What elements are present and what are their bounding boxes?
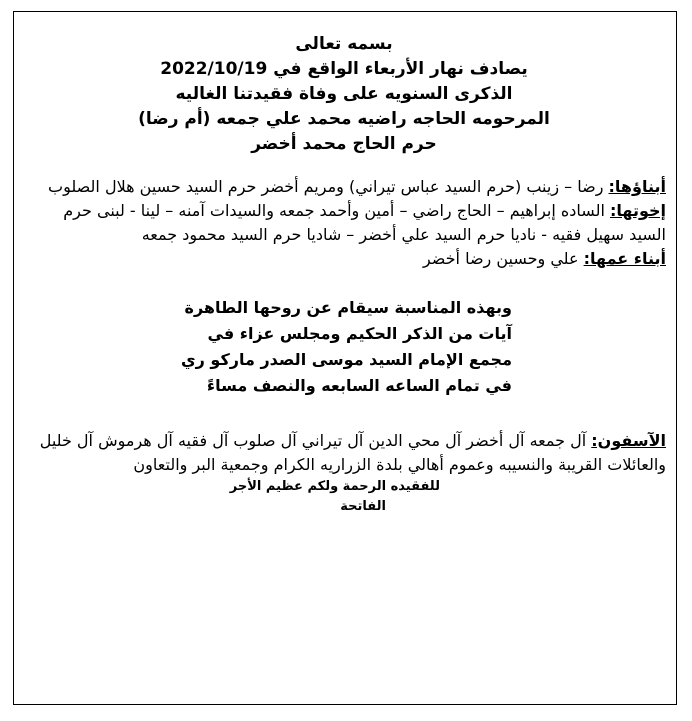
basmala-line: بسمه تعالى [295,34,393,54]
cousins-paragraph [22,247,666,271]
header-block [22,32,666,157]
closing-block [22,477,666,517]
siblings-text: الساده إبراهيم – الحاج راضي – أمين وأحمد جمعه والسيدات آمنه – لينا - لبنى حرم السيد سهيل فقيه - ناديا حرم السيد علي أخضر – شاديا حرم السيد محمود جمعه [63,201,666,244]
announcement-line-3: مجمع الإمام السيد موسى الصدر ماركو ري [180,350,512,369]
children-paragraph [22,175,666,199]
mourners-label: الآسفون: [591,431,666,450]
date-line: يصادف نهار الأربعاء الواقع في 2022/10/19 [160,59,528,79]
deceased-name-line: المرحومه الحاجه راضيه محمد علي جمعه (أم رضا) [138,109,550,129]
spouse-line: حرم الحاج محمد أخضر [251,134,437,154]
obituary-document [22,32,666,517]
mourners-paragraph [22,429,666,477]
closing-line-2: الفاتحة [340,499,386,514]
closing-line-1: للفقيده الرحمة ولكم عظيم الأجر [229,479,440,494]
siblings-paragraph [22,199,666,247]
cousins-label: أبناء عمها: [583,249,666,268]
announcement-line-1: وبهذه المناسبة سيقام عن روحها الطاهرة [184,298,512,317]
announcement-line-2: آيات من الذكر الحكيم ومجلس عزاء في [207,324,512,343]
announcement-block [22,295,666,399]
cousins-text: علي وحسين رضا أخضر [422,249,584,268]
mourners-text: آل جمعه آل أخضر آل محي الدين آل تيراني آل صلوب آل فقيه آل هرموش آل خليل والعائلات القريبة والنسيبه وعموم أهالي بلدة الزراريه الكرام وجمعية البر والتعاون [39,431,666,474]
children-label: أبناؤها: [608,177,666,196]
anniversary-line: الذكرى السنويه على وفاة فقيدتنا الغاليه [175,84,513,104]
siblings-label: إخوتها: [609,201,666,220]
children-text: رضا – زينب (حرم السيد عباس تيراني) ومريم أخضر حرم السيد حسين هلال الصلوب [48,177,609,196]
announcement-line-4: في تمام الساعه السابعه والنصف مساءً [206,376,512,395]
